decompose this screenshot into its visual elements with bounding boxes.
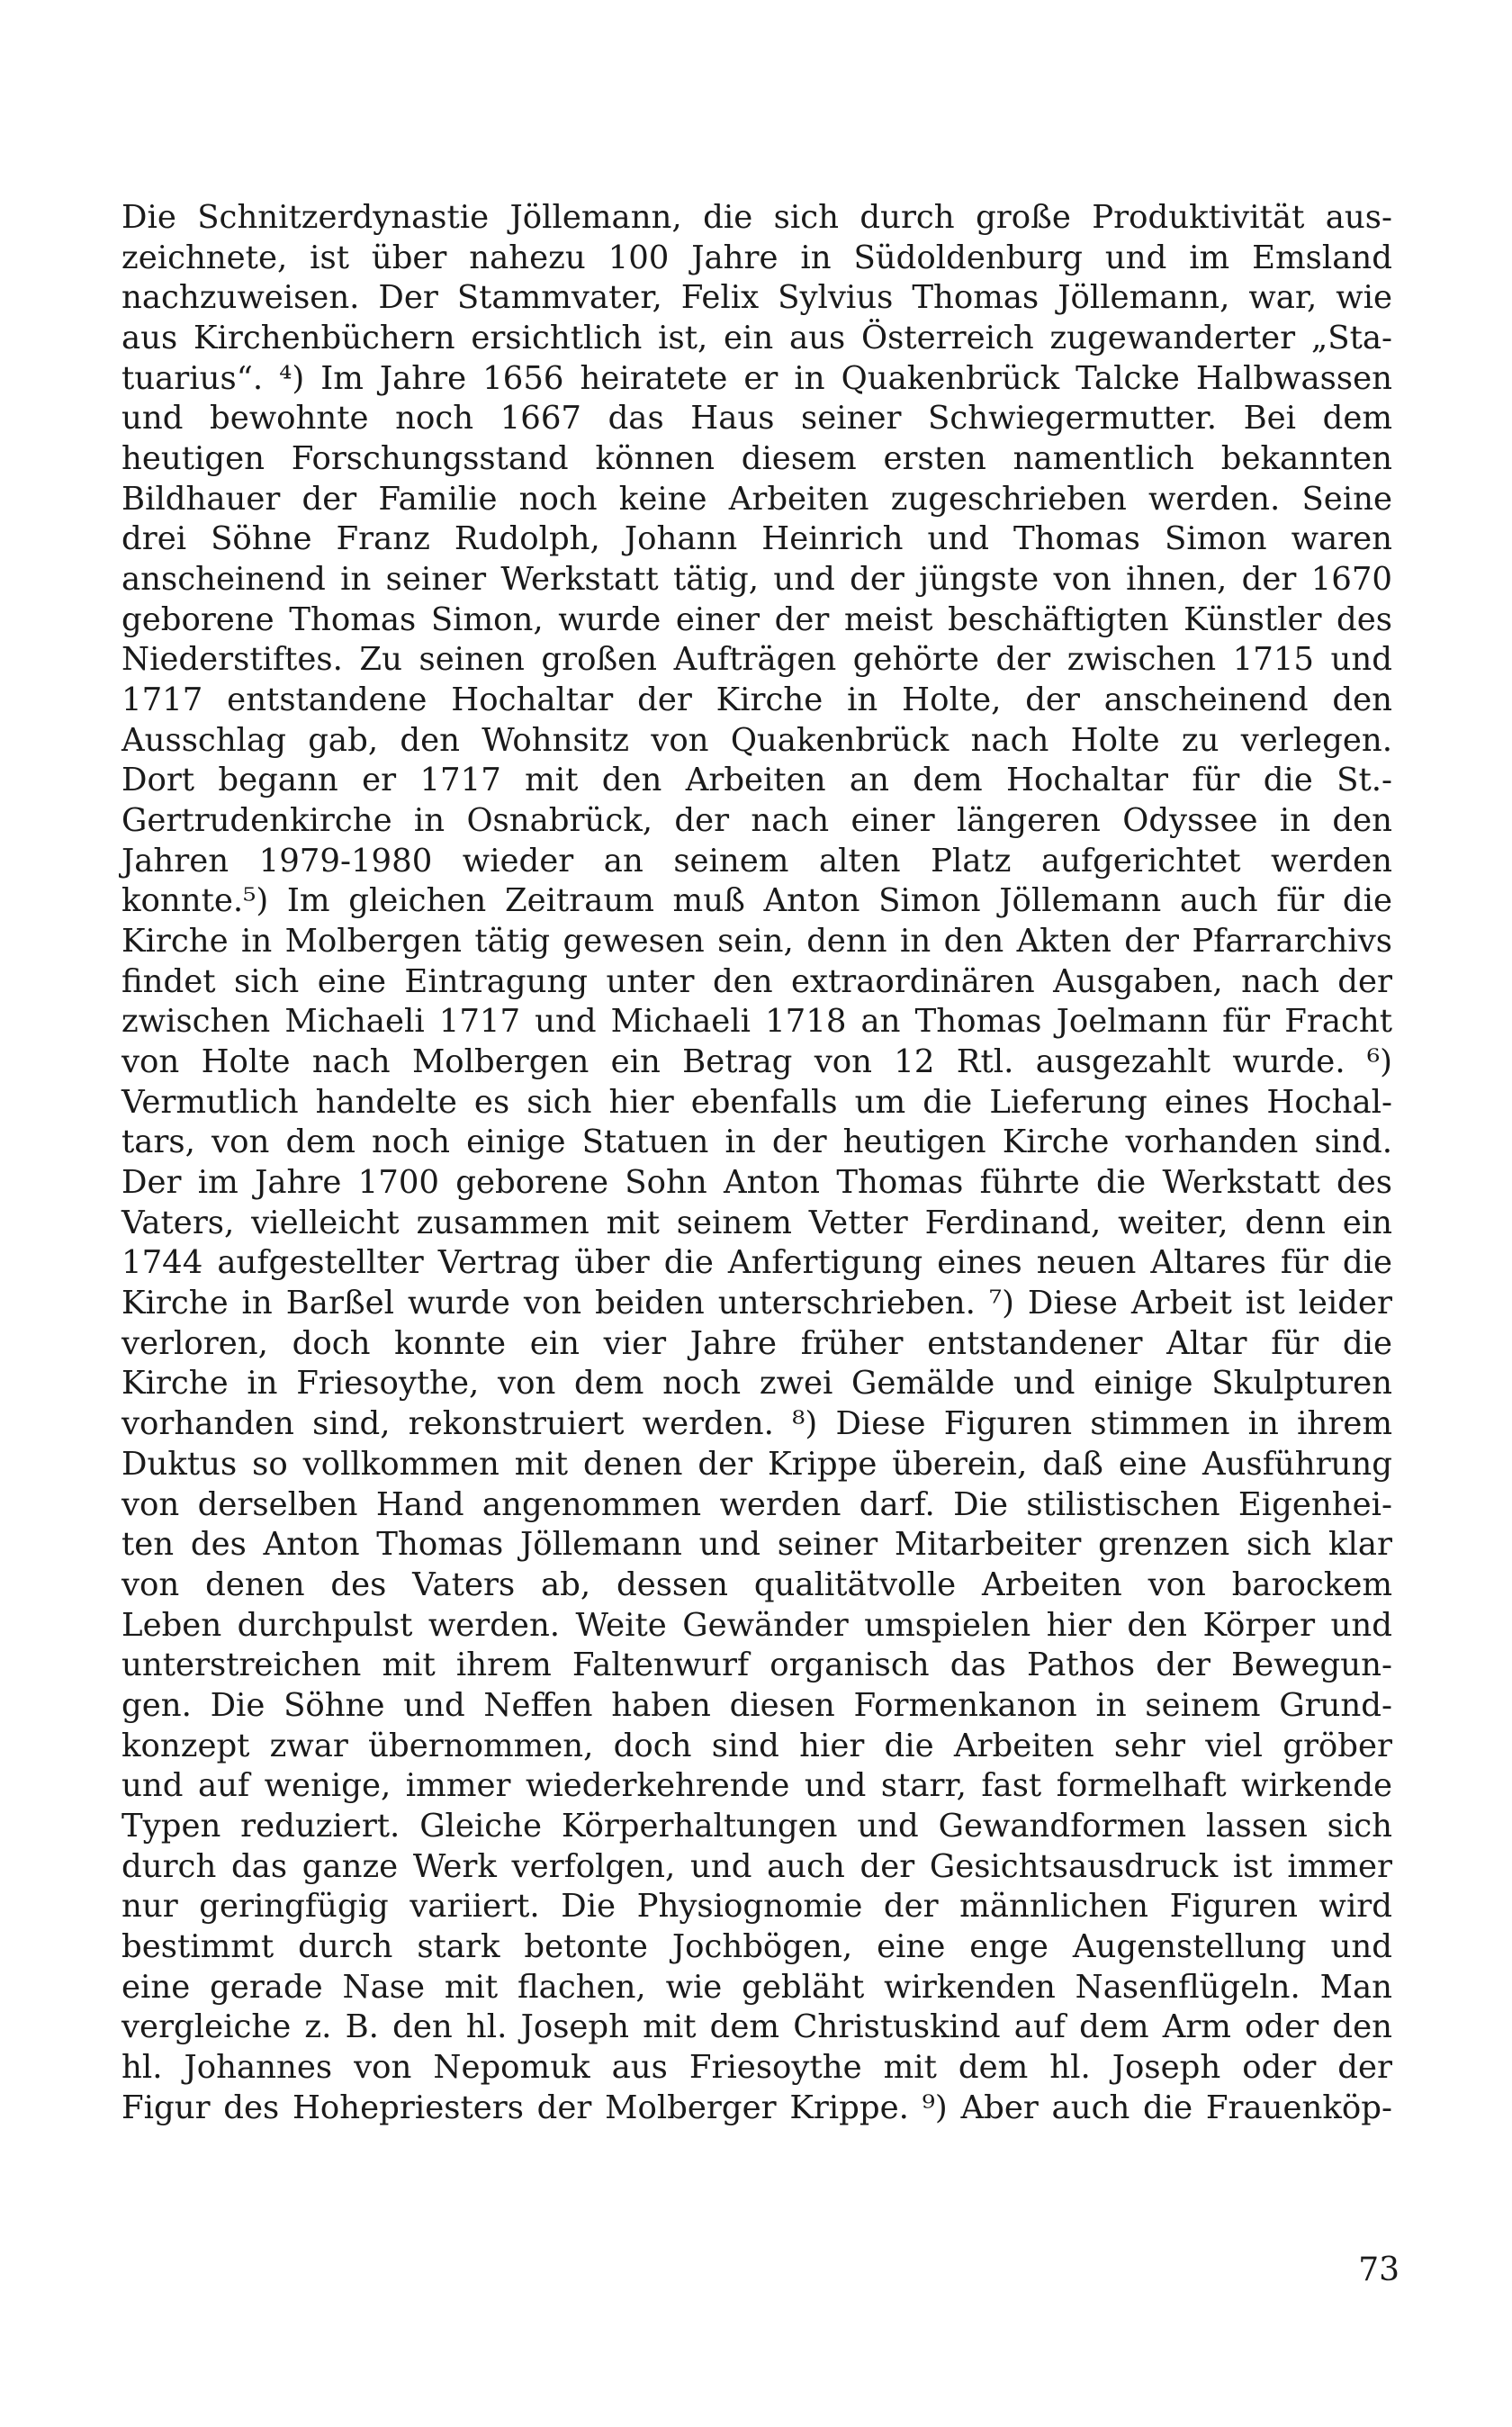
text-line: Vaters, vielleicht zusammen mit seinem Vetter Ferdinand, weiter, denn ein: [122, 1204, 1392, 1241]
text-line: 1717 entstandene Hochaltar der Kirche in Holte, der anscheinend den: [122, 681, 1392, 719]
text-line: findet sich eine Eintragung unter den extraordinären Ausgaben, nach der: [122, 962, 1392, 1000]
text-line: Jahren 1979-1980 wieder an seinem alten Platz aufgerichtet werden: [122, 842, 1392, 880]
text-line: konzept zwar übernommen, doch sind hier die Arbeiten sehr viel gröber: [122, 1727, 1392, 1764]
text-line: Duktus so vollkommen mit denen der Krippe überein, daß eine Ausführung: [122, 1445, 1392, 1483]
text-line: Kirche in Friesoythe, von dem noch zwei Gemälde und einige Skulpturen: [122, 1365, 1392, 1403]
text-line: Typen reduziert. Gleiche Körperhaltungen und Gewandformen lassen sich: [122, 1807, 1392, 1845]
text-line: hl. Johannes von Nepomuk aus Friesoythe mit dem hl. Joseph oder der: [122, 2048, 1392, 2086]
text-line: unterstreichen mit ihrem Faltenwurf organisch das Pathos der Bewegun-: [122, 1647, 1392, 1684]
text-line: Ausschlag gab, den Wohnsitz von Quakenbrück nach Holte zu verlegen.: [122, 721, 1392, 759]
text-line: konnte.⁵) Im gleichen Zeitraum muß Anton Simon Jöllemann auch für die: [122, 882, 1392, 920]
text-line: Kirche in Molbergen tätig gewesen sein, denn in den Akten der Pfarrarchivs: [122, 923, 1392, 961]
text-line: tars, von dem noch einige Statuen in der heutigen Kirche vorhanden sind.: [122, 1123, 1392, 1161]
text-line: Niederstiftes. Zu seinen großen Aufträgen gehörte der zwischen 1715 und: [122, 641, 1392, 679]
text-line: zeichnete, ist über nahezu 100 Jahre in Südoldenburg und im Emsland: [122, 239, 1392, 276]
text-line: eine gerade Nase mit flachen, wie gebläht wirkenden Nasenflügeln. Man: [122, 1968, 1392, 2006]
text-line: nachzuweisen. Der Stammvater, Felix Sylvius Thomas Jöllemann, war, wie: [122, 279, 1392, 317]
text-line: Gertrudenkirche in Osnabrück, der nach einer längeren Odyssee in den: [122, 802, 1392, 840]
body-text: [122, 198, 1392, 2128]
text-line: Figur des Hohepriesters der Molberger Krippe. ⁹) Aber auch die Frauenköp-: [122, 2089, 1392, 2126]
text-line: von denen des Vaters ab, dessen qualitätvolle Arbeiten von barockem: [122, 1565, 1392, 1603]
page-number: 73: [1358, 2251, 1400, 2288]
text-line: tuarius“. ⁴) Im Jahre 1656 heiratete er in Quakenbrück Talcke Halbwassen: [122, 359, 1392, 397]
text-line: Kirche in Barßel wurde von beiden unterschrieben. ⁷) Diese Arbeit ist leider: [122, 1285, 1392, 1322]
text-line: und auf wenige, immer wiederkehrende und starr, fast formelhaft wirkende: [122, 1767, 1392, 1805]
text-line: ten des Anton Thomas Jöllemann und seiner Mitarbeiter grenzen sich klar: [122, 1526, 1392, 1564]
text-line: gen. Die Söhne und Neffen haben diesen Formenkanon in seinem Grund-: [122, 1686, 1392, 1724]
text-line: Vermutlich handelte es sich hier ebenfalls um die Lieferung eines Hochal-: [122, 1083, 1392, 1121]
text-line: von Holte nach Molbergen ein Betrag von 12 Rtl. ausgezahlt wurde. ⁶): [122, 1043, 1392, 1081]
text-line: durch das ganze Werk verfolgen, und auch der Gesichtsausdruck ist immer: [122, 1847, 1392, 1885]
text-line: nur geringfügig variiert. Die Physiognomie der männlichen Figuren wird: [122, 1888, 1392, 1926]
text-line: verloren, doch konnte ein vier Jahre früher entstandener Altar für die: [122, 1324, 1392, 1362]
text-line: zwischen Michaeli 1717 und Michaeli 1718 an Thomas Joelmann für Fracht: [122, 1003, 1392, 1041]
text-line: heutigen Forschungsstand können diesem ersten namentlich bekannten: [122, 440, 1392, 478]
text-line: 1744 aufgestellter Vertrag über die Anfertigung eines neuen Altares für die: [122, 1244, 1392, 1282]
text-line: Dort begann er 1717 mit den Arbeiten an dem Hochaltar für die St.-: [122, 762, 1392, 799]
text-line: Bildhauer der Familie noch keine Arbeiten zugeschrieben werden. Seine: [122, 480, 1392, 518]
text-line: aus Kirchenbüchern ersichtlich ist, ein aus Österreich zugewanderter „Sta-: [122, 320, 1392, 357]
text-line: vergleiche z. B. den hl. Joseph mit dem Christuskind auf dem Arm oder den: [122, 2008, 1392, 2046]
text-line: Der im Jahre 1700 geborene Sohn Anton Thomas führte die Werkstatt des: [122, 1164, 1392, 1202]
text-line: drei Söhne Franz Rudolph, Johann Heinrich und Thomas Simon waren: [122, 520, 1392, 558]
text-line: geborene Thomas Simon, wurde einer der meist beschäftigten Künstler des: [122, 600, 1392, 638]
text-line: bestimmt durch stark betonte Jochbögen, eine enge Augenstellung und: [122, 1927, 1392, 1965]
text-line: anscheinend in seiner Werkstatt tätig, und der jüngste von ihnen, der 1670: [122, 561, 1392, 599]
text-line: und bewohnte noch 1667 das Haus seiner Schwiegermutter. Bei dem: [122, 400, 1392, 438]
text-line: vorhanden sind, rekonstruiert werden. ⁸) Diese Figuren stimmen in ihrem: [122, 1405, 1392, 1443]
text-line: Die Schnitzerdynastie Jöllemann, die sich durch große Produktivität aus-: [122, 199, 1392, 236]
text-line: Leben durchpulst werden. Weite Gewänder umspielen hier den Körper und: [122, 1606, 1392, 1644]
text-line: von derselben Hand angenommen werden darf. Die stilistischen Eigenhei-: [122, 1485, 1392, 1523]
